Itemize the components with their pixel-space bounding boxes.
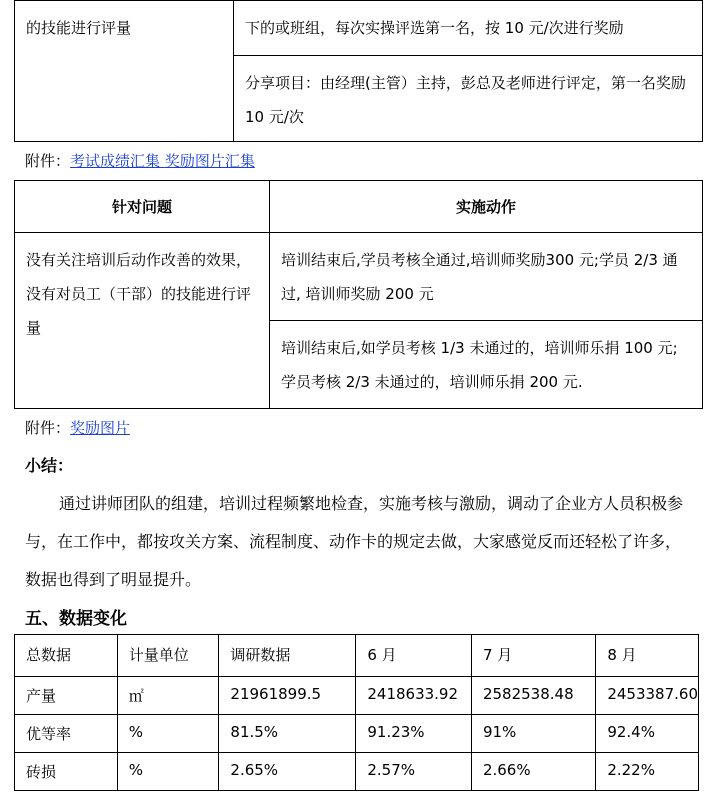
attachment-line-2: [25, 417, 130, 439]
data-change-table: [14, 634, 699, 791]
table-cell: 2453387.60: [596, 677, 699, 715]
action-cell-1: [270, 233, 703, 321]
table-cell: 2.57%: [356, 753, 472, 791]
table-cell: 91.23%: [356, 715, 472, 753]
table1-right-text-2: 分享项目：由经理(主管）主持，彭总及老师进行评定，第一名奖励 10 元/次: [245, 74, 686, 126]
summary-paragraph: 通过讲师团队的组建，培训过程频繁地检查，实施考核与激励，调动了企业方人员积极参与，在工作中，都按攻关方案、流程制度、动作卡的规定去做，大家感觉反而还轻松了许多，数据也得到了明显提升。: [25, 494, 684, 589]
attachment-label-2: 附件：: [25, 419, 71, 437]
issue-action-table: [14, 180, 703, 409]
problem-text: 没有关注培训后动作改善的效果，没有对员工（干部）的技能进行评量: [26, 251, 252, 337]
header-cell: 6 月: [356, 635, 472, 677]
summary-heading: 小结：: [25, 456, 74, 475]
table-cell: 92.4%: [596, 715, 699, 753]
table-cell: %: [117, 753, 219, 791]
link-award-photo[interactable]: 奖励图片: [70, 419, 131, 437]
table-cell: 砖损: [15, 753, 118, 791]
problem-cell: [15, 233, 270, 409]
attachment-label: 附件：: [25, 152, 71, 170]
header-cell: 7 月: [471, 635, 595, 677]
table-cell: 优等率: [15, 715, 118, 753]
col-header-action: [270, 181, 703, 233]
table-cell: 21961899.5: [219, 677, 356, 715]
table-cell: 81.5%: [219, 715, 356, 753]
table-cell: %: [117, 715, 219, 753]
table1-left-cell: [15, 1, 234, 142]
header-cell: 总数据: [15, 635, 118, 677]
table1-left-text: 的技能进行评量: [26, 19, 132, 37]
table-cell: 2418633.92: [356, 677, 472, 715]
table-cell: ㎡: [117, 677, 219, 715]
col-header-action-text: 实施动作: [455, 198, 516, 216]
table1-right-cell-2: [234, 56, 703, 142]
section-heading-data-change: 五、数据变化: [25, 609, 127, 629]
table-cell: 2.22%: [596, 753, 699, 791]
table-cell: 2.65%: [219, 753, 356, 791]
header-cell: 计量单位: [117, 635, 219, 677]
table-cell: 产量: [15, 677, 118, 715]
link-exam-results[interactable]: 考试成绩汇集: [70, 152, 161, 170]
table-cell: 2.66%: [471, 753, 595, 791]
plan-table-top: [14, 0, 703, 142]
action-text-2: 培训结束后,如学员考核 1/3 未通过的，培训师乐捐 100 元; 学员考核 2/3 未通过的，培训师乐捐 200 元.: [281, 339, 678, 391]
table1-right-text-1: 下的或班组，每次实操评选第一名，按 10 元/次进行奖励: [245, 19, 624, 37]
table-row: [15, 753, 699, 791]
action-text-1: 培训结束后,学员考核全通过,培训师奖励300 元;学员 2/3 通过, 培训师奖励 200 元: [281, 251, 678, 303]
table-row: [15, 715, 699, 753]
col-header-problem: [15, 181, 270, 233]
table-cell: 2582538.48: [471, 677, 595, 715]
table-cell: 91%: [471, 715, 595, 753]
table-row: [15, 677, 699, 715]
header-cell: 8 月: [596, 635, 699, 677]
header-cell: 调研数据: [219, 635, 356, 677]
table1-right-cell-1: [234, 1, 703, 56]
col-header-problem-text: 针对问题: [111, 198, 172, 216]
link-award-photos[interactable]: 奖励图片汇集: [164, 152, 255, 170]
attachment-line-1: [25, 150, 255, 172]
data-header-row: [15, 635, 699, 677]
action-cell-2: [270, 321, 703, 409]
